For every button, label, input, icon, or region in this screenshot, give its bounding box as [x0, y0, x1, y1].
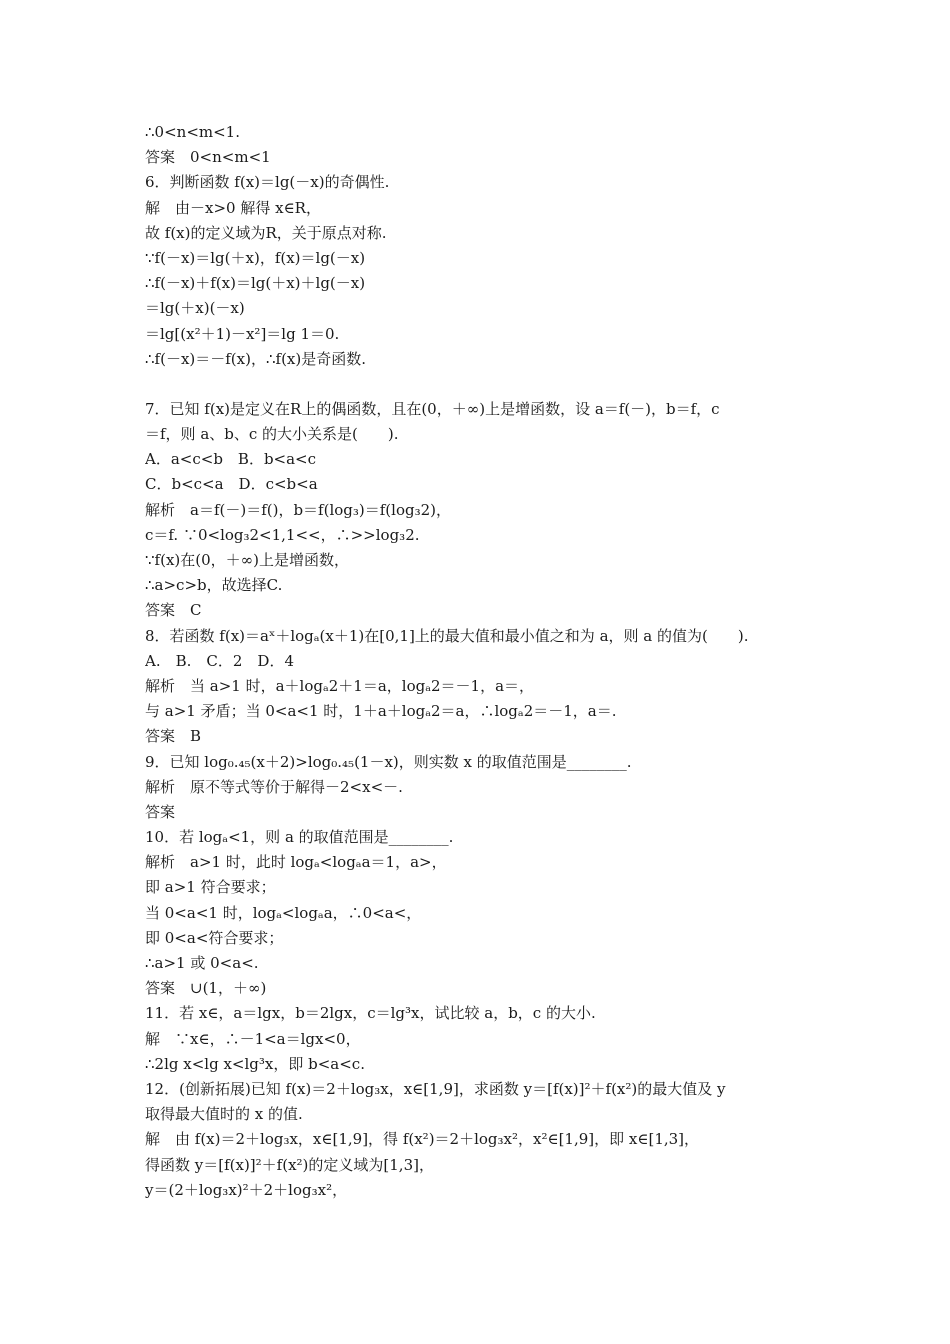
- text-line: ∴2lg x<lg x<lg³x，即 b<a<c.: [145, 1054, 365, 1073]
- text-line: 解 ∵x∈，∴－1<a＝lgx<0，: [145, 1029, 361, 1048]
- text-line: 解析 当 a>1 时，a＋logₐ2＋1＝a，logₐ2＝－1，a＝，: [145, 676, 535, 695]
- text-line: 11．若 x∈，a＝lgx，b＝2lgx，c＝lg³x，试比较 a，b，c 的大小.: [145, 1004, 596, 1023]
- text-line: ∵f(－x)＝lg(＋x)，f(x)＝lg(－x): [145, 248, 366, 267]
- text-line: 7．已知 f(x)是定义在R上的偶函数，且在(0，＋∞)上是增函数，设 a＝f(－)，b＝f，c: [145, 399, 720, 418]
- text-line: 答案 B: [145, 727, 202, 746]
- text-line: 10．若 logₐ<1，则 a 的取值范围是________.: [145, 828, 454, 847]
- text-line: A．a<c<b B．b<a<c: [145, 450, 317, 469]
- text-line: 解析 a＝f(－)＝f()，b＝f(log₃)＝f(log₃2)，: [145, 500, 451, 519]
- paragraph-gap: [145, 372, 825, 397]
- text-line: 解析 原不等式等价于解得－2<x<－.: [145, 777, 403, 796]
- text-line: c＝f. ∵0<log₃2<1,1<<，∴>>log₃2.: [145, 525, 420, 544]
- text-line: ＝f，则 a、b、c 的大小关系是( ).: [145, 425, 399, 444]
- text-line: 故 f(x)的定义域为R，关于原点对称.: [145, 223, 387, 242]
- text-line: 答案: [145, 802, 176, 821]
- text-line: 答案 0<n<m<1: [145, 148, 271, 167]
- text-line: ＝lg(＋x)(－x): [145, 299, 245, 318]
- text-line: 6．判断函数 f(x)＝lg(－x)的奇偶性.: [145, 173, 390, 192]
- text-line: ∴f(－x)＝－f(x)，∴f(x)是奇函数.: [145, 349, 367, 368]
- text-line: y＝(2＋log₃x)²＋2＋log₃x²，: [145, 1180, 348, 1199]
- document-body: [145, 120, 825, 1203]
- text-line: ∴a>1 或 0<a<.: [145, 954, 259, 972]
- text-line: 解 由－x>0 解得 x∈R，: [145, 198, 321, 217]
- text-line: 得函数 y＝[f(x)]²＋f(x²)的定义域为[1,3]，: [145, 1155, 434, 1174]
- text-line: 即 0<a<符合要求；: [145, 928, 284, 947]
- text-line: 当 0<a<1 时，logₐ<logₐa，∴0<a<，: [145, 903, 422, 922]
- text-line: 解析 a>1 时，此时 logₐ<logₐa＝1，a>，: [145, 853, 447, 872]
- text-line: ∴0<n<m<1.: [145, 123, 240, 141]
- text-line: 取得最大值时的 x 的值.: [145, 1105, 303, 1124]
- text-line: ∴f(－x)＋f(x)＝lg(＋x)＋lg(－x): [145, 274, 366, 293]
- text-line: C．b<c<a D．c<b<a: [145, 475, 318, 494]
- text-line: 与 a>1 矛盾；当 0<a<1 时，1＋a＋logₐ2＝a，∴logₐ2＝－1，a＝.: [145, 702, 617, 721]
- text-line: 答案 ∪(1，＋∞): [145, 979, 267, 998]
- text-line: ∵f(x)在(0，＋∞)上是增函数，: [145, 551, 350, 569]
- text-line: 即 a>1 符合要求；: [145, 878, 276, 897]
- text-line: 9．已知 log₀.₄₅(x＋2)>log₀.₄₅(1－x)，则实数 x 的取值范围是________.: [145, 752, 632, 771]
- text-line: 12．(创新拓展)已知 f(x)＝2＋log₃x，x∈[1,9]，求函数 y＝[f(x)]²＋f(x²)的最大值及 y: [145, 1079, 726, 1098]
- text-line: ∴a>c>b，故选择C.: [145, 576, 283, 595]
- text-line: 解 由 f(x)＝2＋log₃x，x∈[1,9]，得 f(x²)＝2＋log₃x²，x²∈[1,9]，即 x∈[1,3]，: [145, 1130, 700, 1149]
- text-line: 答案 C: [145, 601, 202, 620]
- text-line: ＝lg[(x²＋1)－x²]＝lg 1＝0.: [145, 324, 340, 343]
- text-line: A. B. C．2 D．4: [145, 651, 294, 670]
- text-line: 8．若函数 f(x)＝aˣ＋logₐ(x＋1)在[0,1]上的最大值和最小值之和为 a，则 a 的值为( ).: [145, 626, 749, 645]
